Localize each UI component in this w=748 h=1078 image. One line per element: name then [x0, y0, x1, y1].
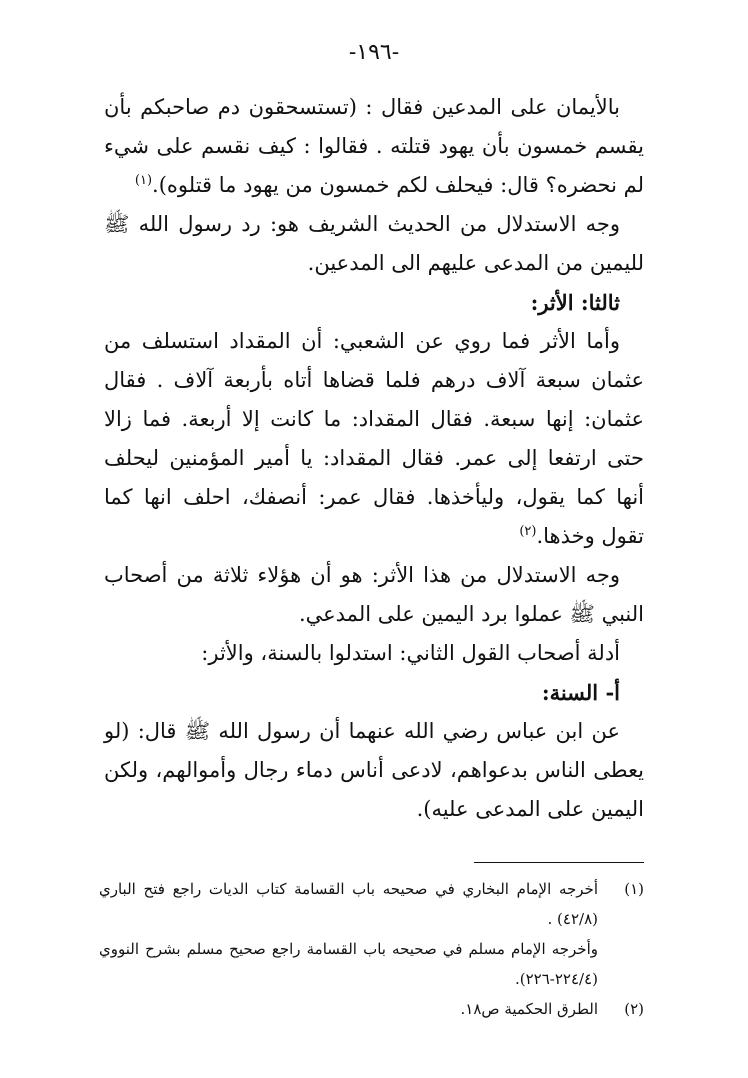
footnote-body	[99, 994, 598, 1024]
footnote-ref[interactable]: (٢)	[519, 524, 537, 539]
footnotes	[99, 874, 644, 1024]
footnote-number: (٢)	[624, 1000, 644, 1018]
section-heading-sunna: أ- السنة:	[541, 680, 620, 705]
paragraph-text: وجه الاستدلال من هذا الأثر: هو أن هؤلاء ثلاثة من أصحاب النبي ﷺ عملوا برد اليمين على المدعي.	[104, 563, 644, 626]
footnote-ref[interactable]: (١)	[134, 173, 153, 188]
paragraph-text: أدلة أصحاب القول الثاني: استدلوا بالسنة، والأثر:	[201, 641, 620, 665]
footnote-1	[99, 874, 644, 994]
paragraph-text: وجه الاستدلال من الحديث الشريف هو: رد رسول الله ﷺ لليمين من المدعى عليهم الى المدعين.	[104, 212, 644, 275]
paragraph-istidlal-hadith	[104, 205, 644, 283]
footnote-divider	[474, 862, 644, 863]
footnote-2	[99, 994, 644, 1024]
page-number: -١٩٦-	[348, 40, 400, 65]
footnote-body	[99, 874, 598, 994]
main-text	[104, 88, 644, 829]
paragraph-istidlal-athar	[104, 556, 644, 634]
paragraph-text: وأما الأثر فما روي عن الشعبي: أن المقداد استسلف من عثمان سبعة آلاف درهم فلما قضاها أتاه بأربعة آلاف . فقال عثمان: إنها سبعة. فقال المقداد: ما كانت إلا أربعة. فما زالا حتى ارتفعا إلى عمر. فقال المقداد: يا أمير المؤمنين ليحلف أنها كما يقول، وليأخذها. فقال عمر: أنصفك، احلف انها كما تقول وخذها.	[104, 329, 644, 548]
paragraph-text: بالأيمان على المدعين فقال : (تستسحقون دم صاحبكم بأن يقسم خمسون بأن يهود قتلته . فقالوا : كيف نقسم على شيء لم نحضره؟ قال: فيحلف لكم خمسون من يهود ما قتلوه).	[104, 95, 644, 197]
footnote-number: (١)	[624, 880, 644, 898]
section-heading-athar: ثالثا: الأثر:	[530, 290, 620, 315]
paragraph-text: عن ابن عباس رضي الله عنهما أن رسول الله ﷺ قال: (لو يعطى الناس بدعواهم، لادعى أناس دماء رجال وأموالهم، ولكن اليمين على المدعى عليه).	[104, 719, 644, 821]
paragraph-second-opinion	[104, 634, 644, 673]
paragraph-ibn-abbas	[104, 712, 644, 829]
footnote-line: وأخرجه الإمام مسلم في صحيحه باب القسامة راجع صحيح مسلم بشرح النووي (٢٢٤/٤-٢٢٦).	[99, 940, 598, 988]
paragraph-athar	[104, 322, 644, 556]
paragraph-hadith-qasama	[104, 88, 644, 205]
footnote-line: الطرق الحكمية ص١٨.	[460, 1000, 598, 1018]
footnote-line: أخرجه الإمام البخاري في صحيحه باب القسامة كتاب الديات راجع فتح الباري (٤٢/٨) .	[99, 880, 598, 928]
